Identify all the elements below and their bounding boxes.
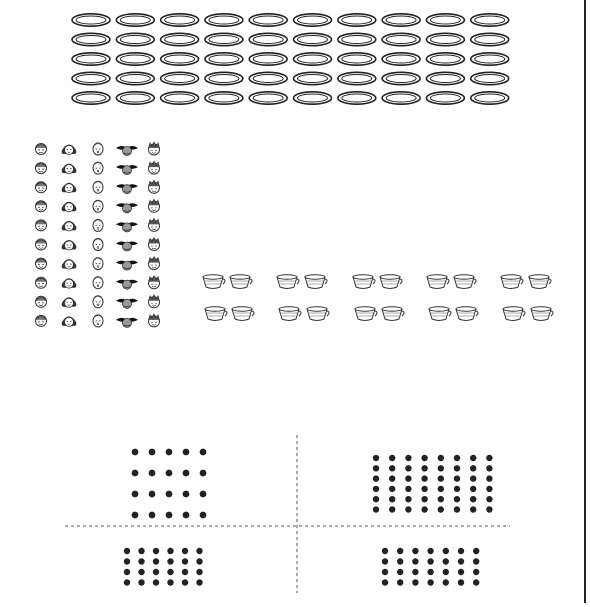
dot-icon — [373, 506, 379, 512]
dot-icon — [421, 475, 427, 481]
teacup-icon — [529, 275, 551, 289]
dot-icon — [132, 449, 139, 456]
curly-hair-kid-icon — [149, 218, 160, 231]
baby-icon — [93, 181, 103, 193]
dot-icon — [470, 486, 476, 492]
girl-with-bow-icon — [62, 259, 77, 269]
girl-with-bow-icon — [62, 145, 77, 155]
dot-icon — [443, 558, 449, 564]
dot-icon — [454, 475, 460, 481]
page-border — [584, 0, 586, 603]
dot-icon — [382, 558, 388, 564]
dot-icon — [470, 465, 476, 471]
teacup-icon — [503, 307, 525, 321]
dot-icon — [486, 475, 492, 481]
dot-icon — [149, 512, 156, 519]
dot-icon — [200, 470, 207, 477]
curly-hair-kid-icon — [149, 142, 160, 155]
curly-hair-kid-icon — [149, 161, 160, 174]
dot-icon — [421, 455, 427, 461]
plate-icon — [161, 53, 199, 65]
plate-icon — [471, 53, 509, 65]
teacup-icon — [230, 275, 252, 289]
baby-icon — [93, 239, 103, 251]
teacup-icon — [277, 275, 299, 289]
plate-icon — [72, 14, 110, 26]
dot-icon — [454, 506, 460, 512]
dot-icon — [458, 569, 464, 575]
plate-icon — [294, 14, 332, 26]
plate-icon — [294, 92, 332, 104]
dot-icon — [124, 569, 130, 575]
girl-with-bow-icon — [62, 221, 77, 231]
cups-group — [203, 275, 553, 321]
plate-icon — [116, 53, 154, 65]
dot-icon — [421, 496, 427, 502]
plate-icon — [72, 33, 110, 45]
dot-icon — [405, 486, 411, 492]
dot-icon — [486, 455, 492, 461]
dot-icon — [132, 512, 139, 519]
dot-icon — [373, 455, 379, 461]
teacup-icon — [279, 307, 301, 321]
plate-icon — [205, 92, 243, 104]
dot-icon — [200, 449, 207, 456]
faces-group — [36, 142, 160, 327]
baby-icon — [93, 315, 103, 327]
plate-icon — [205, 72, 243, 84]
plate-icon — [382, 14, 420, 26]
dot-icon — [454, 496, 460, 502]
dot-icon — [405, 506, 411, 512]
dot-icon — [132, 470, 139, 477]
smiling-boy-icon — [36, 220, 47, 231]
plate-icon — [116, 33, 154, 45]
curly-hair-kid-icon — [149, 180, 160, 193]
dot-icon — [166, 470, 173, 477]
dot-icon — [470, 475, 476, 481]
plate-icon — [382, 53, 420, 65]
plate-icon — [249, 92, 287, 104]
dot-icon — [486, 465, 492, 471]
smiling-boy-icon — [36, 182, 47, 193]
dot-icon — [473, 579, 479, 585]
teacup-icon — [205, 307, 227, 321]
dot-icon — [397, 558, 403, 564]
mustache-man-icon — [116, 222, 138, 232]
mustache-man-icon — [116, 261, 138, 271]
teacup-icon — [305, 275, 327, 289]
girl-with-bow-icon — [62, 316, 77, 326]
plate-icon — [382, 33, 420, 45]
plate-icon — [249, 14, 287, 26]
plate-icon — [116, 14, 154, 26]
dot-icon — [389, 506, 395, 512]
smiling-boy-icon — [36, 258, 47, 269]
plate-icon — [338, 72, 376, 84]
dot-icon — [138, 558, 144, 564]
teacup-icon — [429, 307, 451, 321]
plate-icon — [426, 92, 464, 104]
teacup-icon — [427, 275, 449, 289]
baby-icon — [93, 296, 103, 308]
smiling-boy-icon — [36, 144, 47, 155]
dot-icon — [486, 496, 492, 502]
dot-icon — [124, 579, 130, 585]
dot-icon — [166, 512, 173, 519]
plates-group — [72, 14, 509, 104]
dot-icon — [182, 548, 188, 554]
dot-icon — [183, 470, 190, 477]
plate-icon — [161, 92, 199, 104]
dot-icon — [438, 486, 444, 492]
plate-icon — [249, 33, 287, 45]
dot-icon — [167, 579, 173, 585]
plate-icon — [471, 92, 509, 104]
plate-icon — [471, 72, 509, 84]
dot-icon — [443, 548, 449, 554]
teacup-icon — [456, 307, 478, 321]
dot-icon — [389, 465, 395, 471]
girl-with-bow-icon — [62, 278, 77, 288]
curly-hair-kid-icon — [149, 295, 160, 308]
plate-icon — [338, 53, 376, 65]
dot-icon — [389, 475, 395, 481]
dot-icon — [153, 579, 159, 585]
dot-icon — [473, 558, 479, 564]
plate-icon — [426, 72, 464, 84]
dot-icon — [182, 569, 188, 575]
dots-panel-bottom-right — [382, 548, 480, 586]
dot-icon — [196, 548, 202, 554]
dot-icon — [438, 496, 444, 502]
dot-icon — [382, 579, 388, 585]
dot-icon — [153, 548, 159, 554]
dot-icon — [382, 548, 388, 554]
dot-icon — [438, 475, 444, 481]
dot-icon — [149, 491, 156, 498]
dot-icon — [167, 548, 173, 554]
plate-icon — [72, 92, 110, 104]
dot-icon — [421, 486, 427, 492]
dot-icon — [412, 558, 418, 564]
mustache-man-icon — [116, 318, 138, 328]
teacup-icon — [382, 307, 404, 321]
dot-icon — [443, 569, 449, 575]
dot-icon — [443, 579, 449, 585]
dot-icon — [427, 558, 433, 564]
teacup-icon — [307, 307, 329, 321]
dot-icon — [166, 449, 173, 456]
dot-icon — [132, 491, 139, 498]
curly-hair-kid-icon — [149, 199, 160, 212]
dots-group — [65, 435, 510, 593]
dot-icon — [167, 558, 173, 564]
mustache-man-icon — [116, 299, 138, 309]
dot-icon — [373, 486, 379, 492]
curly-hair-kid-icon — [149, 238, 160, 251]
mustache-man-icon — [116, 184, 138, 194]
dot-icon — [427, 569, 433, 575]
dot-icon — [149, 470, 156, 477]
baby-icon — [93, 143, 103, 155]
mustache-man-icon — [116, 165, 138, 175]
dot-icon — [458, 548, 464, 554]
dot-icon — [486, 486, 492, 492]
smiling-boy-icon — [36, 163, 47, 174]
smiling-boy-icon — [36, 239, 47, 250]
dot-icon — [196, 579, 202, 585]
dots-panel-top-left — [132, 449, 207, 519]
dot-icon — [397, 579, 403, 585]
smiling-boy-icon — [36, 277, 47, 288]
dot-icon — [373, 465, 379, 471]
plate-icon — [249, 53, 287, 65]
dot-icon — [405, 465, 411, 471]
plate-icon — [116, 92, 154, 104]
curly-hair-kid-icon — [149, 257, 160, 270]
dot-icon — [473, 548, 479, 554]
plate-icon — [338, 33, 376, 45]
dot-icon — [153, 558, 159, 564]
smiling-boy-icon — [36, 201, 47, 212]
dot-icon — [153, 569, 159, 575]
baby-icon — [93, 219, 103, 231]
dot-icon — [454, 455, 460, 461]
plate-icon — [426, 33, 464, 45]
dots-panel-bottom-left — [124, 548, 203, 586]
dot-icon — [421, 506, 427, 512]
teacup-icon — [355, 307, 377, 321]
dot-icon — [405, 455, 411, 461]
dot-icon — [373, 496, 379, 502]
dot-icon — [138, 579, 144, 585]
dot-icon — [389, 455, 395, 461]
teacup-icon — [353, 275, 375, 289]
teacup-icon — [531, 307, 553, 321]
dot-icon — [196, 558, 202, 564]
dot-icon — [412, 579, 418, 585]
mustache-man-icon — [116, 203, 138, 213]
mustache-man-icon — [116, 280, 138, 290]
plate-icon — [72, 72, 110, 84]
teacup-icon — [203, 275, 225, 289]
plate-icon — [161, 33, 199, 45]
dot-icon — [373, 475, 379, 481]
dot-icon — [438, 506, 444, 512]
curly-hair-kid-icon — [149, 314, 160, 327]
dot-icon — [138, 548, 144, 554]
dot-icon — [149, 449, 156, 456]
dot-icon — [427, 548, 433, 554]
dot-icon — [458, 558, 464, 564]
dot-icon — [382, 569, 388, 575]
dot-icon — [182, 558, 188, 564]
plate-icon — [294, 33, 332, 45]
girl-with-bow-icon — [62, 240, 77, 250]
baby-icon — [93, 162, 103, 174]
plate-icon — [116, 72, 154, 84]
plate-icon — [205, 33, 243, 45]
dot-icon — [196, 569, 202, 575]
plate-icon — [249, 72, 287, 84]
plate-icon — [161, 14, 199, 26]
curly-hair-kid-icon — [149, 276, 160, 289]
plate-icon — [294, 53, 332, 65]
dot-icon — [182, 579, 188, 585]
dot-icon — [389, 486, 395, 492]
mustache-man-icon — [116, 242, 138, 252]
dot-icon — [183, 449, 190, 456]
plate-icon — [205, 53, 243, 65]
plate-icon — [338, 14, 376, 26]
plate-icon — [338, 92, 376, 104]
dot-icon — [405, 475, 411, 481]
plate-icon — [471, 14, 509, 26]
smiling-boy-icon — [36, 296, 47, 307]
dot-icon — [397, 548, 403, 554]
dot-icon — [427, 579, 433, 585]
mustache-man-icon — [116, 146, 138, 156]
dot-icon — [138, 569, 144, 575]
dot-icon — [200, 512, 207, 519]
dots-panel-top-right — [373, 455, 493, 513]
dot-icon — [183, 491, 190, 498]
dot-icon — [183, 512, 190, 519]
baby-icon — [93, 258, 103, 270]
teacup-icon — [454, 275, 476, 289]
dot-icon — [124, 558, 130, 564]
plate-icon — [294, 72, 332, 84]
dot-icon — [412, 569, 418, 575]
dot-icon — [470, 506, 476, 512]
dot-icon — [166, 491, 173, 498]
dot-icon — [397, 569, 403, 575]
dot-icon — [389, 496, 395, 502]
girl-with-bow-icon — [62, 183, 77, 193]
baby-icon — [93, 277, 103, 289]
plate-icon — [161, 72, 199, 84]
teacup-icon — [232, 307, 254, 321]
girl-with-bow-icon — [62, 202, 77, 212]
girl-with-bow-icon — [62, 297, 77, 307]
dot-icon — [167, 569, 173, 575]
dot-icon — [200, 491, 207, 498]
dot-icon — [454, 486, 460, 492]
plate-icon — [382, 92, 420, 104]
teacup-icon — [380, 275, 402, 289]
girl-with-bow-icon — [62, 164, 77, 174]
dot-icon — [470, 496, 476, 502]
dot-icon — [438, 455, 444, 461]
dot-icon — [458, 579, 464, 585]
dot-icon — [405, 496, 411, 502]
dot-icon — [486, 506, 492, 512]
dot-icon — [438, 465, 444, 471]
plate-icon — [382, 72, 420, 84]
dot-icon — [454, 465, 460, 471]
smiling-boy-icon — [36, 315, 47, 326]
dot-icon — [124, 548, 130, 554]
plate-icon — [205, 14, 243, 26]
dot-icon — [473, 569, 479, 575]
teacup-icon — [501, 275, 523, 289]
dot-icon — [470, 455, 476, 461]
plate-icon — [72, 53, 110, 65]
dot-icon — [421, 465, 427, 471]
baby-icon — [93, 200, 103, 212]
dot-icon — [412, 548, 418, 554]
plate-icon — [426, 53, 464, 65]
plate-icon — [426, 14, 464, 26]
plate-icon — [471, 33, 509, 45]
